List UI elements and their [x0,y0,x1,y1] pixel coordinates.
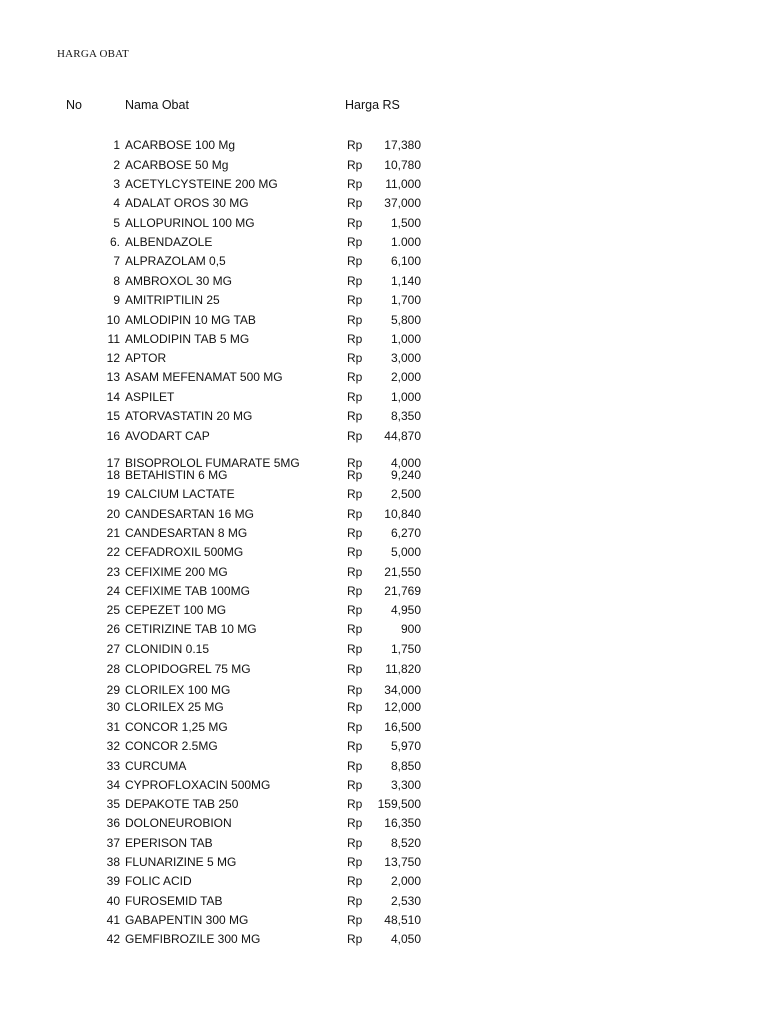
drug-price: 8,520 [390,836,421,850]
drug-name: FOLIC ACID [125,874,192,888]
row-number: 17 [106,456,120,470]
currency-label: Rp [347,507,363,521]
table-row [0,758,768,774]
drug-name: CLORILEX 25 MG [125,700,224,714]
drug-name: ASPILET [125,390,175,404]
drug-name: FLUNARIZINE 5 MG [125,855,237,869]
row-number: 23 [106,565,120,579]
drug-price: 10,780 [384,158,421,172]
row-number: 1 [113,138,120,152]
currency-label: Rp [347,390,363,404]
drug-name: AMBROXOL 30 MG [125,274,232,288]
drug-price: 12,000 [384,700,421,714]
drug-name: ALLOPURINOL 100 MG [125,216,255,230]
drug-name: CONCOR 1,25 MG [125,720,228,734]
currency-label: Rp [347,565,363,579]
table-row [0,719,768,735]
table-row [0,253,768,269]
drug-price: 21,550 [384,565,421,579]
drug-name: DEPAKOTE TAB 250 [125,797,239,811]
row-number: 21 [106,526,120,540]
row-number: 31 [106,720,120,734]
drug-name: CEFIXIME TAB 100MG [125,584,250,598]
table-row [0,137,768,153]
drug-price: 2,530 [390,894,421,908]
currency-label: Rp [347,216,363,230]
table-row [0,292,768,308]
currency-label: Rp [347,409,363,423]
table-row [0,699,768,715]
currency-label: Rp [347,603,363,617]
table-row [0,273,768,289]
currency-label: Rp [347,622,363,636]
table-row [0,912,768,928]
drug-price: 8,350 [390,409,421,423]
drug-name: ACARBOSE 100 Mg [125,138,236,152]
row-number: 39 [106,874,120,888]
drug-name: CONCOR 2.5MG [125,739,218,753]
table-row [0,583,768,599]
table-row [0,796,768,812]
row-number: 30 [106,700,120,714]
drug-name: FUROSEMID TAB [125,894,223,908]
drug-price: 44,870 [384,429,421,443]
currency-label: Rp [347,797,363,811]
row-number: 6. [109,235,120,249]
drug-name: AVODART CAP [125,429,210,443]
drug-price: 16,350 [384,816,421,830]
drug-price: 11,820 [385,662,421,676]
drug-price: 21,769 [384,584,421,598]
table-row [0,467,768,483]
drug-name: AMLODIPIN TAB 5 MG [125,332,250,346]
drug-price: 1,000 [390,332,421,346]
currency-label: Rp [347,196,363,210]
table-row [0,408,768,424]
currency-label: Rp [347,932,363,946]
row-number: 29 [106,683,120,697]
row-number: 41 [106,913,120,927]
row-number: 12 [106,351,120,365]
table-row [0,777,768,793]
currency-label: Rp [347,370,363,384]
drug-price: 4,950 [390,603,421,617]
drug-name: ALBENDAZOLE [125,235,213,249]
currency-label: Rp [347,138,363,152]
currency-label: Rp [347,158,363,172]
table-row [0,544,768,560]
drug-price: 34,000 [384,683,421,697]
currency-label: Rp [347,429,363,443]
row-number: 37 [106,836,120,850]
currency-label: Rp [347,700,363,714]
drug-price: 5,970 [390,739,421,753]
table-row [0,525,768,541]
drug-price: 8,850 [390,759,421,773]
row-number: 35 [106,797,120,811]
drug-name: EPERISON TAB [125,836,213,850]
currency-label: Rp [347,468,363,482]
currency-label: Rp [347,274,363,288]
row-number: 9 [113,293,120,307]
drug-name: ACETYLCYSTEINE 200 MG [125,177,278,191]
currency-label: Rp [347,177,363,191]
row-number: 4 [113,196,120,210]
drug-price: 1,140 [390,274,421,288]
drug-name: CEFADROXIL 500MG [125,545,244,559]
currency-label: Rp [347,332,363,346]
drug-price: 1,500 [390,216,421,230]
currency-label: Rp [347,778,363,792]
drug-name: APTOR [125,351,167,365]
table-row [0,428,768,444]
drug-price: 2,000 [390,370,421,384]
drug-name: AMITRIPTILIN 25 [125,293,220,307]
row-number: 19 [106,487,120,501]
drug-price: 6,100 [390,254,421,268]
table-row [0,234,768,250]
row-number: 5 [113,216,120,230]
currency-label: Rp [347,739,363,753]
row-number: 32 [106,739,120,753]
currency-label: Rp [347,456,363,470]
currency-label: Rp [347,683,363,697]
drug-name: CLONIDIN 0.15 [125,642,210,656]
row-number: 26 [106,622,120,636]
row-number: 3 [113,177,120,191]
drug-price: 1.000 [390,235,421,249]
row-number: 20 [106,507,120,521]
drug-name: ACARBOSE 50 Mg [125,158,229,172]
table-row [0,873,768,889]
drug-name: CETIRIZINE TAB 10 MG [125,622,257,636]
row-number: 11 [107,332,120,346]
table-row [0,621,768,637]
drug-name: CEFIXIME 200 MG [125,565,228,579]
page-title: HARGA OBAT [57,48,129,60]
currency-label: Rp [347,526,363,540]
drug-name: ADALAT OROS 30 MG [125,196,249,210]
table-row [0,602,768,618]
drug-price: 2,500 [390,487,421,501]
row-number: 14 [106,390,120,404]
drug-price: 11,000 [385,177,421,191]
row-number: 8 [113,274,120,288]
table-row [0,350,768,366]
currency-label: Rp [347,720,363,734]
drug-price: 5,800 [390,313,421,327]
drug-price: 4,000 [390,456,421,470]
row-number: 28 [106,662,120,676]
currency-label: Rp [347,816,363,830]
currency-label: Rp [347,913,363,927]
currency-label: Rp [347,855,363,869]
drug-price: 900 [400,622,421,636]
drug-name: ALPRAZOLAM 0,5 [125,254,226,268]
currency-label: Rp [347,313,363,327]
drug-price: 1,000 [390,390,421,404]
table-row [0,312,768,328]
row-number: 24 [106,584,120,598]
row-number: 40 [106,894,120,908]
drug-price: 2,000 [390,874,421,888]
drug-name: CALCIUM LACTATE [125,487,235,501]
drug-name: CURCUMA [125,759,187,773]
drug-name: CLOPIDOGREL 75 MG [125,662,251,676]
table-row [0,564,768,580]
table-row [0,176,768,192]
row-number: 7 [113,254,120,268]
table-row [0,215,768,231]
currency-label: Rp [347,874,363,888]
currency-label: Rp [347,545,363,559]
table-row [0,369,768,385]
currency-label: Rp [347,293,363,307]
drug-name: BISOPROLOL FUMARATE 5MG [125,456,300,470]
currency-label: Rp [347,662,363,676]
table-row [0,641,768,657]
drug-price: 1,750 [390,642,421,656]
currency-label: Rp [347,235,363,249]
currency-label: Rp [347,584,363,598]
drug-price: 9,240 [390,468,421,482]
currency-label: Rp [347,759,363,773]
table-row [0,815,768,831]
currency-label: Rp [347,487,363,501]
drug-name: CANDESARTAN 8 MG [125,526,248,540]
drug-price: 4,050 [390,932,421,946]
row-number: 27 [106,642,120,656]
table-row [0,389,768,405]
drug-price: 13,750 [384,855,421,869]
table-row [0,157,768,173]
drug-price: 37,000 [384,196,421,210]
row-number: 10 [106,313,120,327]
table-row [0,854,768,870]
currency-label: Rp [347,351,363,365]
drug-name: CEPEZET 100 MG [125,603,227,617]
row-number: 36 [106,816,120,830]
column-header-name: Nama Obat [125,98,189,112]
drug-name: ATORVASTATIN 20 MG [125,409,253,423]
currency-label: Rp [347,836,363,850]
column-header-no: No [66,98,82,112]
drug-name: AMLODIPIN 10 MG TAB [125,313,256,327]
currency-label: Rp [347,894,363,908]
drug-name: GEMFIBROZILE 300 MG [125,932,261,946]
drug-price: 6,270 [390,526,421,540]
drug-name: CANDESARTAN 16 MG [125,507,254,521]
drug-name: CYPROFLOXACIN 500MG [125,778,271,792]
drug-name: BETAHISTIN 6 MG [125,468,228,482]
drug-price: 3,300 [390,778,421,792]
table-row [0,331,768,347]
table-row [0,893,768,909]
drug-price: 159,500 [377,797,421,811]
row-number: 34 [106,778,120,792]
drug-price: 16,500 [384,720,421,734]
table-row [0,738,768,754]
row-number: 25 [106,603,120,617]
table-row [0,506,768,522]
drug-price: 17,380 [384,138,421,152]
table-row [0,486,768,502]
row-number: 22 [106,545,120,559]
drug-price: 5,000 [390,545,421,559]
table-row [0,195,768,211]
drug-name: CLORILEX 100 MG [125,683,231,697]
drug-name: DOLONEUROBION [125,816,232,830]
row-number: 42 [106,932,120,946]
drug-name: GABAPENTIN 300 MG [125,913,249,927]
row-number: 33 [106,759,120,773]
table-row [0,931,768,947]
table-row [0,661,768,677]
drug-price: 1,700 [390,293,421,307]
currency-label: Rp [347,642,363,656]
row-number: 13 [106,370,120,384]
drug-price: 10,840 [384,507,421,521]
currency-label: Rp [347,254,363,268]
drug-name: ASAM MEFENAMAT 500 MG [125,370,283,384]
row-number: 15 [106,409,120,423]
row-number: 16 [106,429,120,443]
row-number: 38 [106,855,120,869]
column-header-price: Harga RS [345,98,400,112]
table-row [0,835,768,851]
drug-price: 3,000 [390,351,421,365]
table-row [0,682,768,698]
drug-price: 48,510 [384,913,421,927]
row-number: 18 [106,468,120,482]
row-number: 2 [113,158,120,172]
